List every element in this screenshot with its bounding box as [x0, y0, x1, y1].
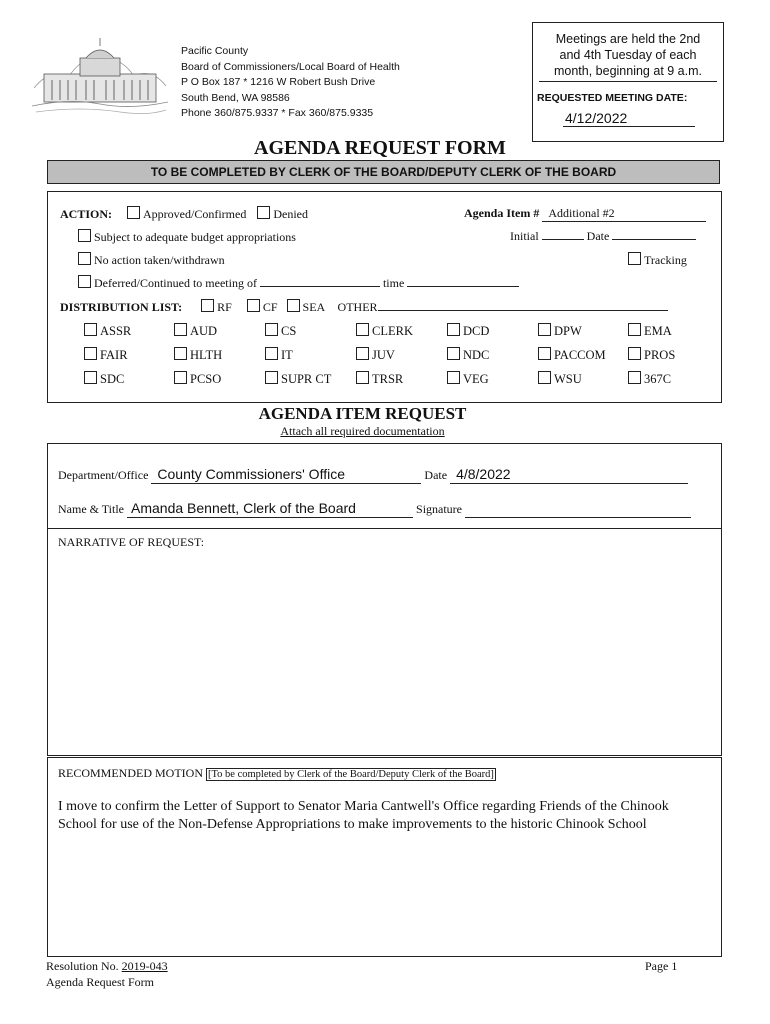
dist-label: 367C: [644, 372, 672, 386]
sea-label: SEA: [302, 300, 325, 314]
dist-item: [628, 323, 672, 339]
dist-label: PCSO: [190, 372, 222, 386]
dist-label: CS: [281, 324, 297, 338]
dist-checkbox[interactable]: [356, 323, 369, 336]
dist-checkbox[interactable]: [538, 347, 551, 360]
motion-label: RECOMMENDED MOTION: [58, 766, 203, 780]
dist-label: DPW: [554, 324, 582, 338]
request-date-value: 4/8/2022: [456, 466, 511, 482]
dist-checkbox[interactable]: [174, 323, 187, 336]
resolution-number: 2019-043: [121, 959, 168, 973]
meeting-note: Meetings are held the 2nd and 4th Tuesday of each month, beginning at 9 a.m.: [539, 23, 717, 82]
department-field[interactable]: [151, 468, 421, 484]
dist-checkbox[interactable]: [628, 371, 641, 384]
agenda-item-value: Additional #2: [548, 206, 615, 220]
request-info-box: [47, 443, 722, 529]
dist-label: PROS: [644, 348, 676, 362]
dist-checkbox[interactable]: [538, 371, 551, 384]
dist-item: [447, 371, 489, 387]
dist-label: HLTH: [190, 348, 223, 362]
dist-label: NDC: [463, 348, 490, 362]
request-date-label: Date: [424, 468, 448, 482]
dist-label: AUD: [190, 324, 218, 338]
denied-label: Denied: [273, 207, 308, 221]
motion-box: [47, 757, 722, 957]
dist-item: [538, 323, 582, 339]
action-date-field[interactable]: [612, 239, 696, 240]
request-date-field[interactable]: [450, 468, 688, 484]
dist-item: [174, 323, 217, 339]
tracking-label: Tracking: [644, 253, 687, 267]
dist-item: [84, 371, 124, 387]
clerk-banner: TO BE COMPLETED BY CLERK OF THE BOARD/DEPUTY CLERK OF THE BOARD: [47, 160, 720, 184]
org-line: P O Box 187 * 1216 W Robert Bush Drive: [181, 76, 376, 88]
org-line: Pacific County: [181, 45, 249, 57]
name-title-label: Name & Title: [58, 502, 125, 516]
dist-checkbox[interactable]: [356, 371, 369, 384]
time-label: time: [382, 276, 405, 290]
dist-item: [628, 347, 675, 363]
dist-checkbox[interactable]: [84, 347, 97, 360]
dist-item: [538, 371, 582, 387]
dist-item: [265, 371, 331, 387]
action-date-label: Date: [586, 229, 610, 243]
name-title-value: Amanda Bennett, Clerk of the Board: [131, 500, 356, 516]
dist-label: VEG: [463, 372, 489, 386]
initial-field[interactable]: [542, 239, 584, 240]
sea-checkbox[interactable]: [287, 299, 300, 312]
dist-label: CLERK: [372, 324, 413, 338]
agenda-item-label: Agenda Item #: [464, 206, 540, 220]
dist-label: IT: [281, 348, 293, 362]
dist-checkbox[interactable]: [628, 347, 641, 360]
meeting-box: [532, 22, 724, 142]
department-value: County Commissioners' Office: [157, 466, 345, 482]
dist-checkbox[interactable]: [174, 371, 187, 384]
org-line: South Bend, WA 98586: [181, 91, 290, 104]
rf-checkbox[interactable]: [201, 299, 214, 312]
narrative-box[interactable]: [47, 528, 722, 756]
dist-checkbox[interactable]: [628, 323, 641, 336]
dist-checkbox[interactable]: [84, 323, 97, 336]
dist-checkbox[interactable]: [265, 371, 278, 384]
deferred-label: Deferred/Continued to meeting of: [94, 276, 257, 290]
dist-label: SUPR CT: [281, 372, 332, 386]
page-number: Page 1: [645, 959, 678, 973]
dist-checkbox[interactable]: [538, 323, 551, 336]
initial-label: Initial: [510, 229, 539, 243]
dist-item: [84, 347, 128, 363]
approved-label: Approved/Confirmed: [143, 207, 247, 221]
other-label: OTHER: [337, 300, 378, 314]
dist-checkbox[interactable]: [447, 371, 460, 384]
dist-item: [356, 347, 395, 363]
no-action-checkbox[interactable]: [78, 252, 91, 265]
org-address: [181, 44, 400, 122]
approved-checkbox[interactable]: [127, 206, 140, 219]
form-name: Agenda Request Form: [46, 975, 154, 989]
agenda-item-field[interactable]: [542, 206, 706, 222]
dist-label: JUV: [372, 348, 395, 362]
dist-item: [628, 371, 671, 387]
distribution-label: DISTRIBUTION LIST:: [60, 300, 183, 314]
dist-label: WSU: [554, 372, 582, 386]
dist-item: [356, 371, 403, 387]
dist-label: FAIR: [100, 348, 128, 362]
rf-label: RF: [217, 300, 232, 314]
dist-label: PACCOM: [554, 348, 606, 362]
dist-label: SDC: [100, 372, 125, 386]
dist-checkbox[interactable]: [265, 347, 278, 360]
meeting-of-field[interactable]: [260, 286, 380, 287]
time-field[interactable]: [407, 286, 519, 287]
no-action-label: No action taken/withdrawn: [94, 253, 225, 267]
cf-label: CF: [262, 300, 278, 314]
subject-checkbox[interactable]: [78, 229, 91, 242]
org-line: Board of Commissioners/Local Board of Health: [181, 60, 400, 73]
dist-item: [447, 347, 489, 363]
tracking-checkbox[interactable]: [628, 252, 641, 265]
signature-field[interactable]: [465, 502, 691, 518]
department-label: Department/Office: [58, 468, 149, 482]
dist-item: [174, 371, 221, 387]
dist-checkbox[interactable]: [447, 323, 460, 336]
org-line: Phone 360/875.9337 * Fax 360/875.9335: [181, 107, 374, 119]
dist-item: [265, 347, 293, 363]
cf-checkbox[interactable]: [247, 299, 260, 312]
motion-text[interactable]: I move to confirm the Letter of Support to Senator Maria Cantwell's Office regarding Friends of the Chinook School for use of the Non-Defense Appropriations to make improvements to the historic Chinook School: [58, 799, 669, 832]
dist-checkbox[interactable]: [84, 371, 97, 384]
narrative-label: NARRATIVE OF REQUEST:: [58, 535, 205, 549]
dist-item: [174, 347, 222, 363]
dist-checkbox[interactable]: [447, 347, 460, 360]
action-label: ACTION:: [60, 207, 113, 221]
request-subtitle: Attach all required documentation: [280, 424, 445, 438]
dist-label: EMA: [644, 324, 672, 338]
motion-note: [To be completed by Clerk of the Board/Deputy Clerk of the Board]: [208, 769, 494, 780]
requested-meeting-date[interactable]: 4/12/2022: [563, 110, 695, 127]
dist-item: [447, 323, 489, 339]
deferred-checkbox[interactable]: [78, 275, 91, 288]
dist-item: [356, 323, 413, 339]
dist-label: DCD: [463, 324, 490, 338]
other-field[interactable]: [378, 310, 668, 311]
denied-checkbox[interactable]: [257, 206, 270, 219]
dist-checkbox[interactable]: [174, 347, 187, 360]
requested-meeting-label: REQUESTED MEETING DATE:: [537, 92, 688, 104]
resolution-label: Resolution No.: [46, 959, 119, 973]
dist-item: [538, 347, 606, 363]
footer-left: [46, 959, 168, 990]
subject-label: Subject to adequate budget appropriations: [94, 230, 296, 244]
dist-label: TRSR: [372, 372, 404, 386]
action-section: [47, 191, 722, 403]
dist-checkbox[interactable]: [265, 323, 278, 336]
request-title: AGENDA ITEM REQUEST: [258, 404, 467, 423]
signature-label: Signature: [416, 502, 463, 516]
dist-label: ASSR: [100, 324, 132, 338]
dist-item: [84, 323, 131, 339]
courthouse-logo: [30, 28, 170, 120]
dist-item: [265, 323, 296, 339]
name-title-field[interactable]: [127, 502, 413, 518]
dist-checkbox[interactable]: [356, 347, 369, 360]
form-title: AGENDA REQUEST FORM: [254, 137, 506, 159]
